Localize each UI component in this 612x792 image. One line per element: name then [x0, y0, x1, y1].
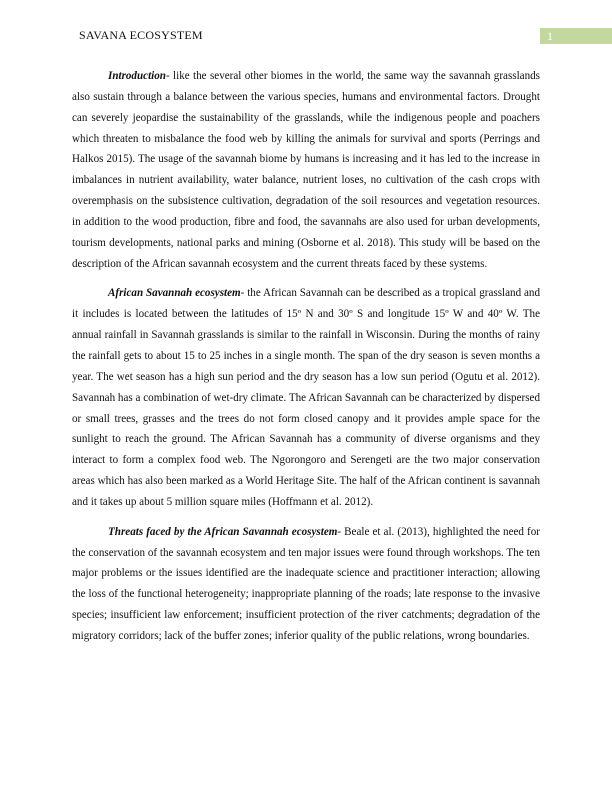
- paragraph-text: - the African Savannah can be described as a tropical grassland and it includes is located between the latitudes of 15º N and 30º S and longitude 15º W and 40º W. The annual rainfall in Savannah grasslands is similar to the rainfall in Wisconsin. During the months of rainy the rainfall gets to about 15 to 25 inches in a single month. The span of the dry season is seven months a year. The wet season has a high sun period and the dry season has a low sun period (Ogutu et al. 2012). Savannah has a combination of wet-dry climate. The African Savannah can be characterized by dispersed or small trees, grasses and the trees do not form closed canopy and it provides ample space for the sunlight to reach the ground. The African Savannah has a community of diverse organisms and they interact to form a complex food web. The Ngorongoro and Serengeti are the two major conservation areas which has also been marked as a World Heritage Site. The half of the African continent is savannah and it takes up about 5 million square miles (Hoffmann et al. 2012).: [72, 287, 540, 508]
- document-body: [72, 66, 540, 647]
- paragraph-text: - Beale et al. (2013), highlighted the need for the conservation of the savannah ecosystem and ten major issues were found through workshops. The ten major problems or the issues identified are the inadequate science and practitioner interaction; allowing the loss of the functional heterogeneity; inappropriate planning of the roads; late response to the invasive species; insufficient law enforcement; insufficient protection of the river catchments; degradation of the migratory corridors; lack of the buffer zones; inferior quality of the public relations, wrong boundaries.: [72, 525, 540, 642]
- paragraph-african-savannah-ecosystem: [72, 283, 540, 512]
- paragraph-heading: Threats faced by the African Savannah ecosystem: [108, 525, 338, 538]
- paragraph-threats: [72, 522, 540, 647]
- paragraph-heading: Introduction: [108, 70, 166, 82]
- running-header-title: SAVANA ECOSYSTEM: [79, 28, 203, 42]
- paragraph-introduction: [72, 66, 540, 274]
- page-number-badge: [540, 28, 612, 44]
- page-number: 1: [547, 29, 553, 43]
- paragraph-heading: African Savannah ecosystem: [108, 287, 241, 300]
- paragraph-text: - like the several other biomes in the world, the same way the savannah grasslands also sustain through a balance between the various species, humans and environmental factors. Drought can severely jeopardise the sustainability of the grasslands, while the indigenous people and poachers which threaten to misbalance the food web by killing the animals for survival and sports (Perrings and Halkos 2015). The usage of the savannah biome by humans is increasing and it has led to the increase in imbalances in nutrient availability, water balance, nutrient loses, no cultivation of the cash crops with overemphasis on the subsistence cultivation, degradation of the soil resources and vegetation resources. in addition to the wood production, fibre and food, the savannahs are also used for urban developments, tourism developments, national parks and mining (Osborne et al. 2018). This study will be based on the description of the African savannah ecosystem and the current threats faced by these systems.: [72, 70, 540, 270]
